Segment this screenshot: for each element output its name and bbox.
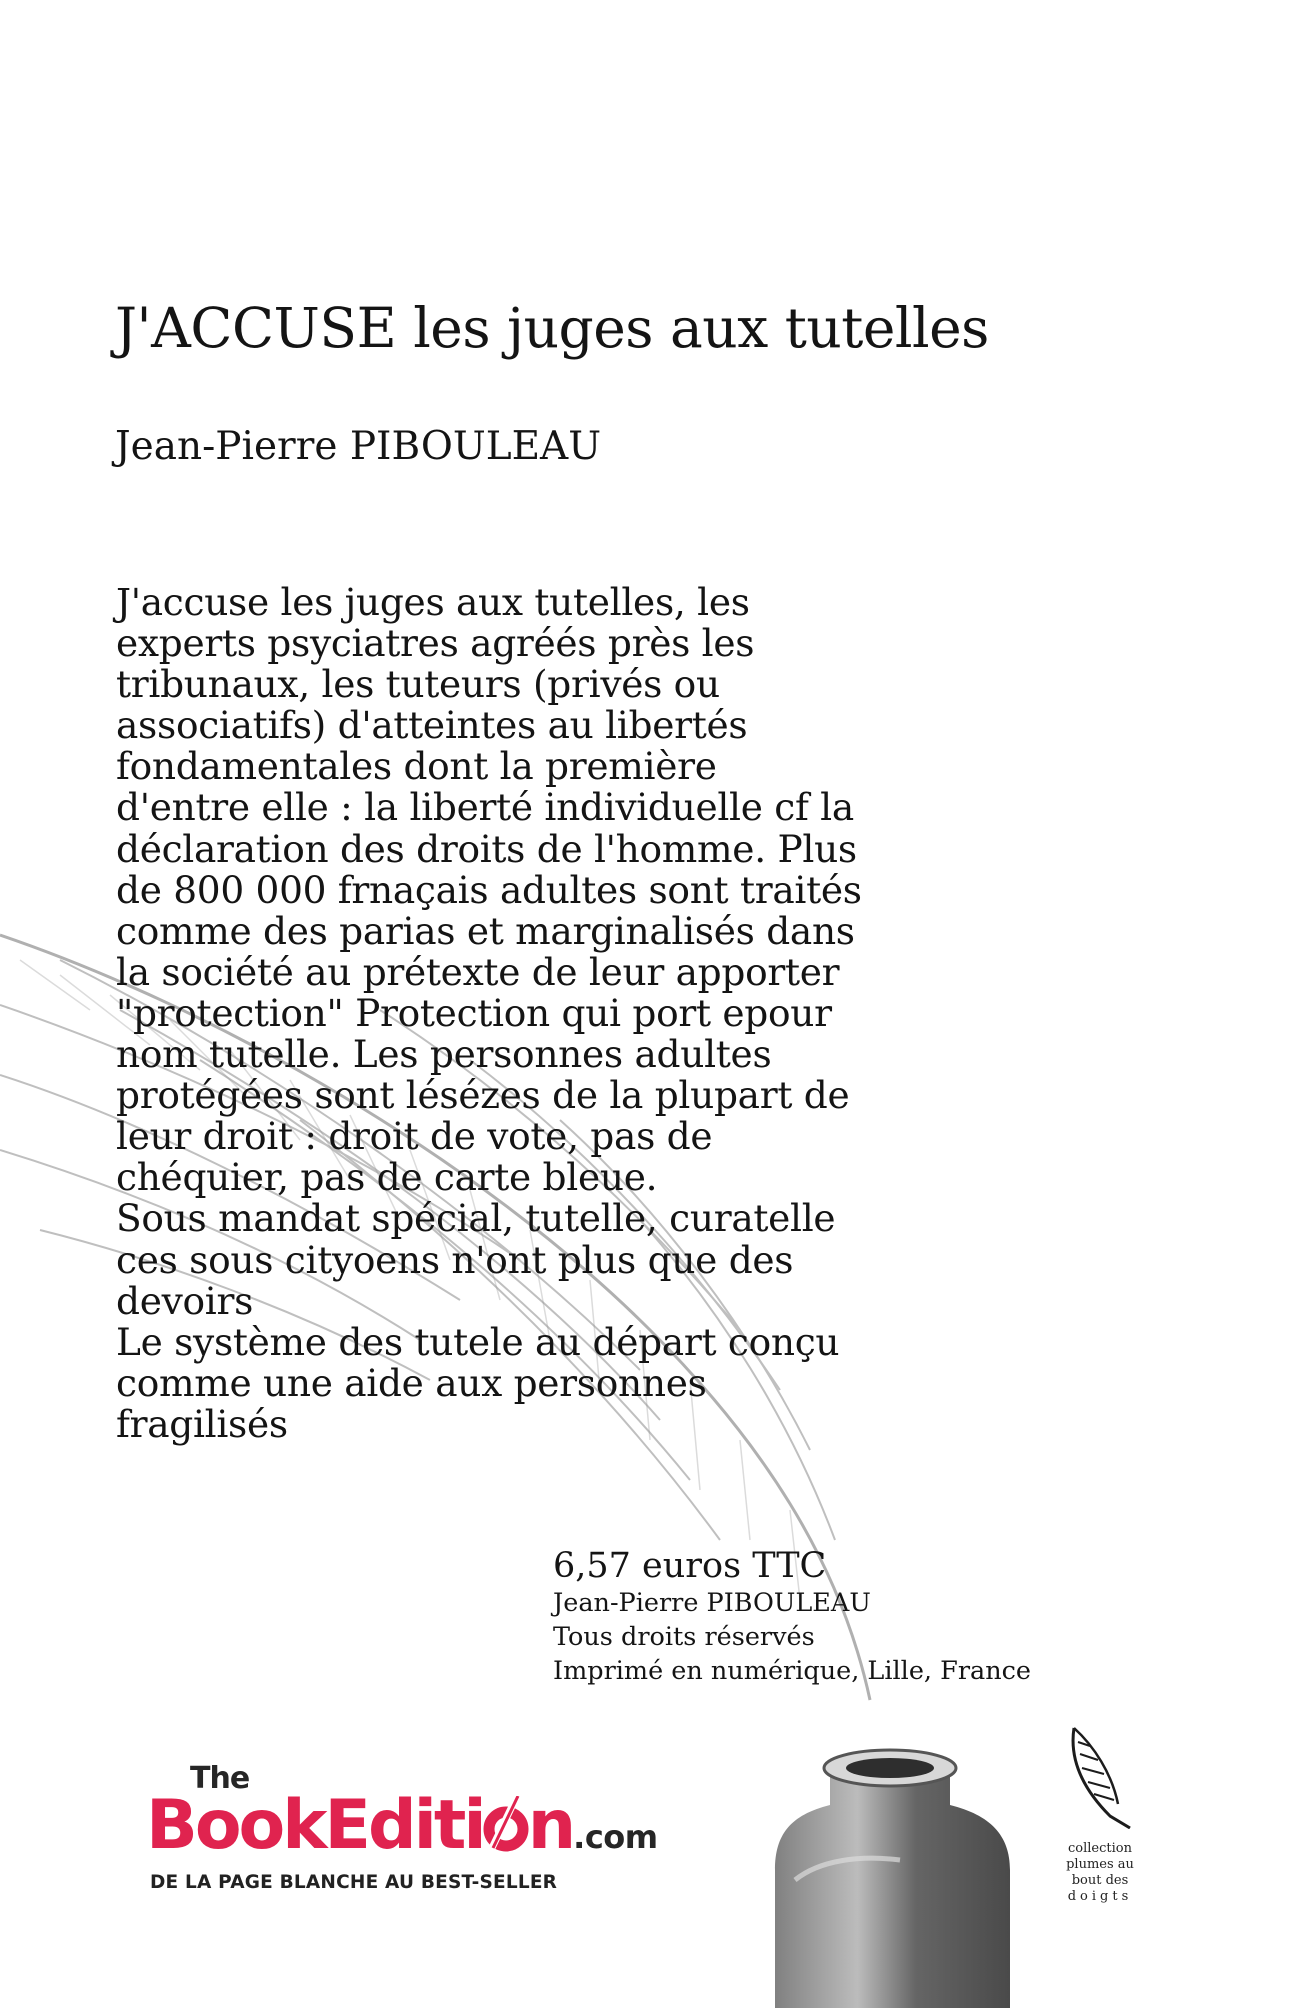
blurb-line: d'entre elle : la liberté individuelle cf la — [116, 785, 854, 830]
logo-the: The — [190, 1761, 250, 1796]
publisher-slogan: DE LA PAGE BLANCHE AU BEST-SELLER — [150, 1872, 558, 1893]
logo-name-part2: n — [527, 1786, 574, 1865]
blurb-line: chéquier, pas de carte bleue. — [116, 1155, 658, 1200]
blurb-line: nom tutelle. Les personnes adultes — [116, 1032, 772, 1077]
blurb-line: comme une aide aux personnes — [116, 1360, 707, 1405]
blurb-line: comme des parias et marginalisés dans — [116, 908, 855, 953]
blurb-line: associatifs) d'atteintes au libertés — [116, 703, 748, 748]
collection-line: bout des — [1071, 1873, 1129, 1888]
collection-line: collection — [1068, 1841, 1132, 1856]
collection-line: plumes au — [1066, 1857, 1134, 1872]
blurb-line: protégées sont lésézes de la plupart de — [116, 1073, 850, 1118]
colophon — [553, 1546, 1031, 1688]
blurb-line: fondamentales dont la première — [116, 744, 717, 789]
rights-notice: Tous droits réservés — [553, 1622, 815, 1652]
price: 6,57 euros TTC — [553, 1546, 827, 1586]
logo-suffix: .com — [573, 1818, 658, 1856]
blurb-line: déclaration des droits de l'homme. Plus — [116, 826, 857, 871]
colophon-author: Jean-Pierre PIBOULEAU — [553, 1588, 871, 1618]
blurb-line: la société au prétexte de leur apporter — [116, 949, 840, 994]
back-cover-blurb — [116, 582, 976, 1445]
inkwell — [775, 1750, 1010, 2008]
collection-name — [1045, 1841, 1155, 1905]
blurb-line: de 800 000 frnaçais adultes sont traités — [116, 867, 862, 912]
blurb-line: J'accuse les juges aux tutelles, les — [116, 580, 750, 624]
book-author: Jean-Pierre PIBOULEAU — [115, 424, 602, 469]
publisher-logo — [146, 1761, 706, 1914]
blurb-line: ces sous cityoens n'ont plus que des — [116, 1237, 794, 1282]
blurb-line: leur droit : droit de vote, pas de — [116, 1114, 713, 1159]
blurb-line: experts psyciatres agréés près les — [116, 621, 755, 666]
logo-wordmark — [146, 1786, 658, 1877]
blurb-line: "protection" Protection qui port epour — [116, 990, 832, 1035]
blurb-line: Sous mandat spécial, tutelle, curatelle — [116, 1196, 836, 1241]
book-title: J'ACCUSE les juges aux tutelles — [115, 296, 989, 360]
pen-nib-o-icon — [483, 1796, 529, 1854]
printing-notice: Imprimé en numérique, Lille, France — [553, 1656, 1032, 1686]
blurb-line: fragilisés — [116, 1401, 288, 1446]
feather-quill-icon — [1060, 1724, 1140, 1829]
blurb-line: devoirs — [116, 1278, 254, 1323]
logo-name-part1: BookEditi — [146, 1786, 484, 1865]
collection-line: doigts — [1067, 1889, 1133, 1904]
collection-logo — [1045, 1724, 1155, 1905]
blurb-line: tribunaux, les tuteurs (privés ou — [116, 662, 720, 707]
blurb-line: Le système des tutele au départ conçu — [116, 1319, 840, 1364]
